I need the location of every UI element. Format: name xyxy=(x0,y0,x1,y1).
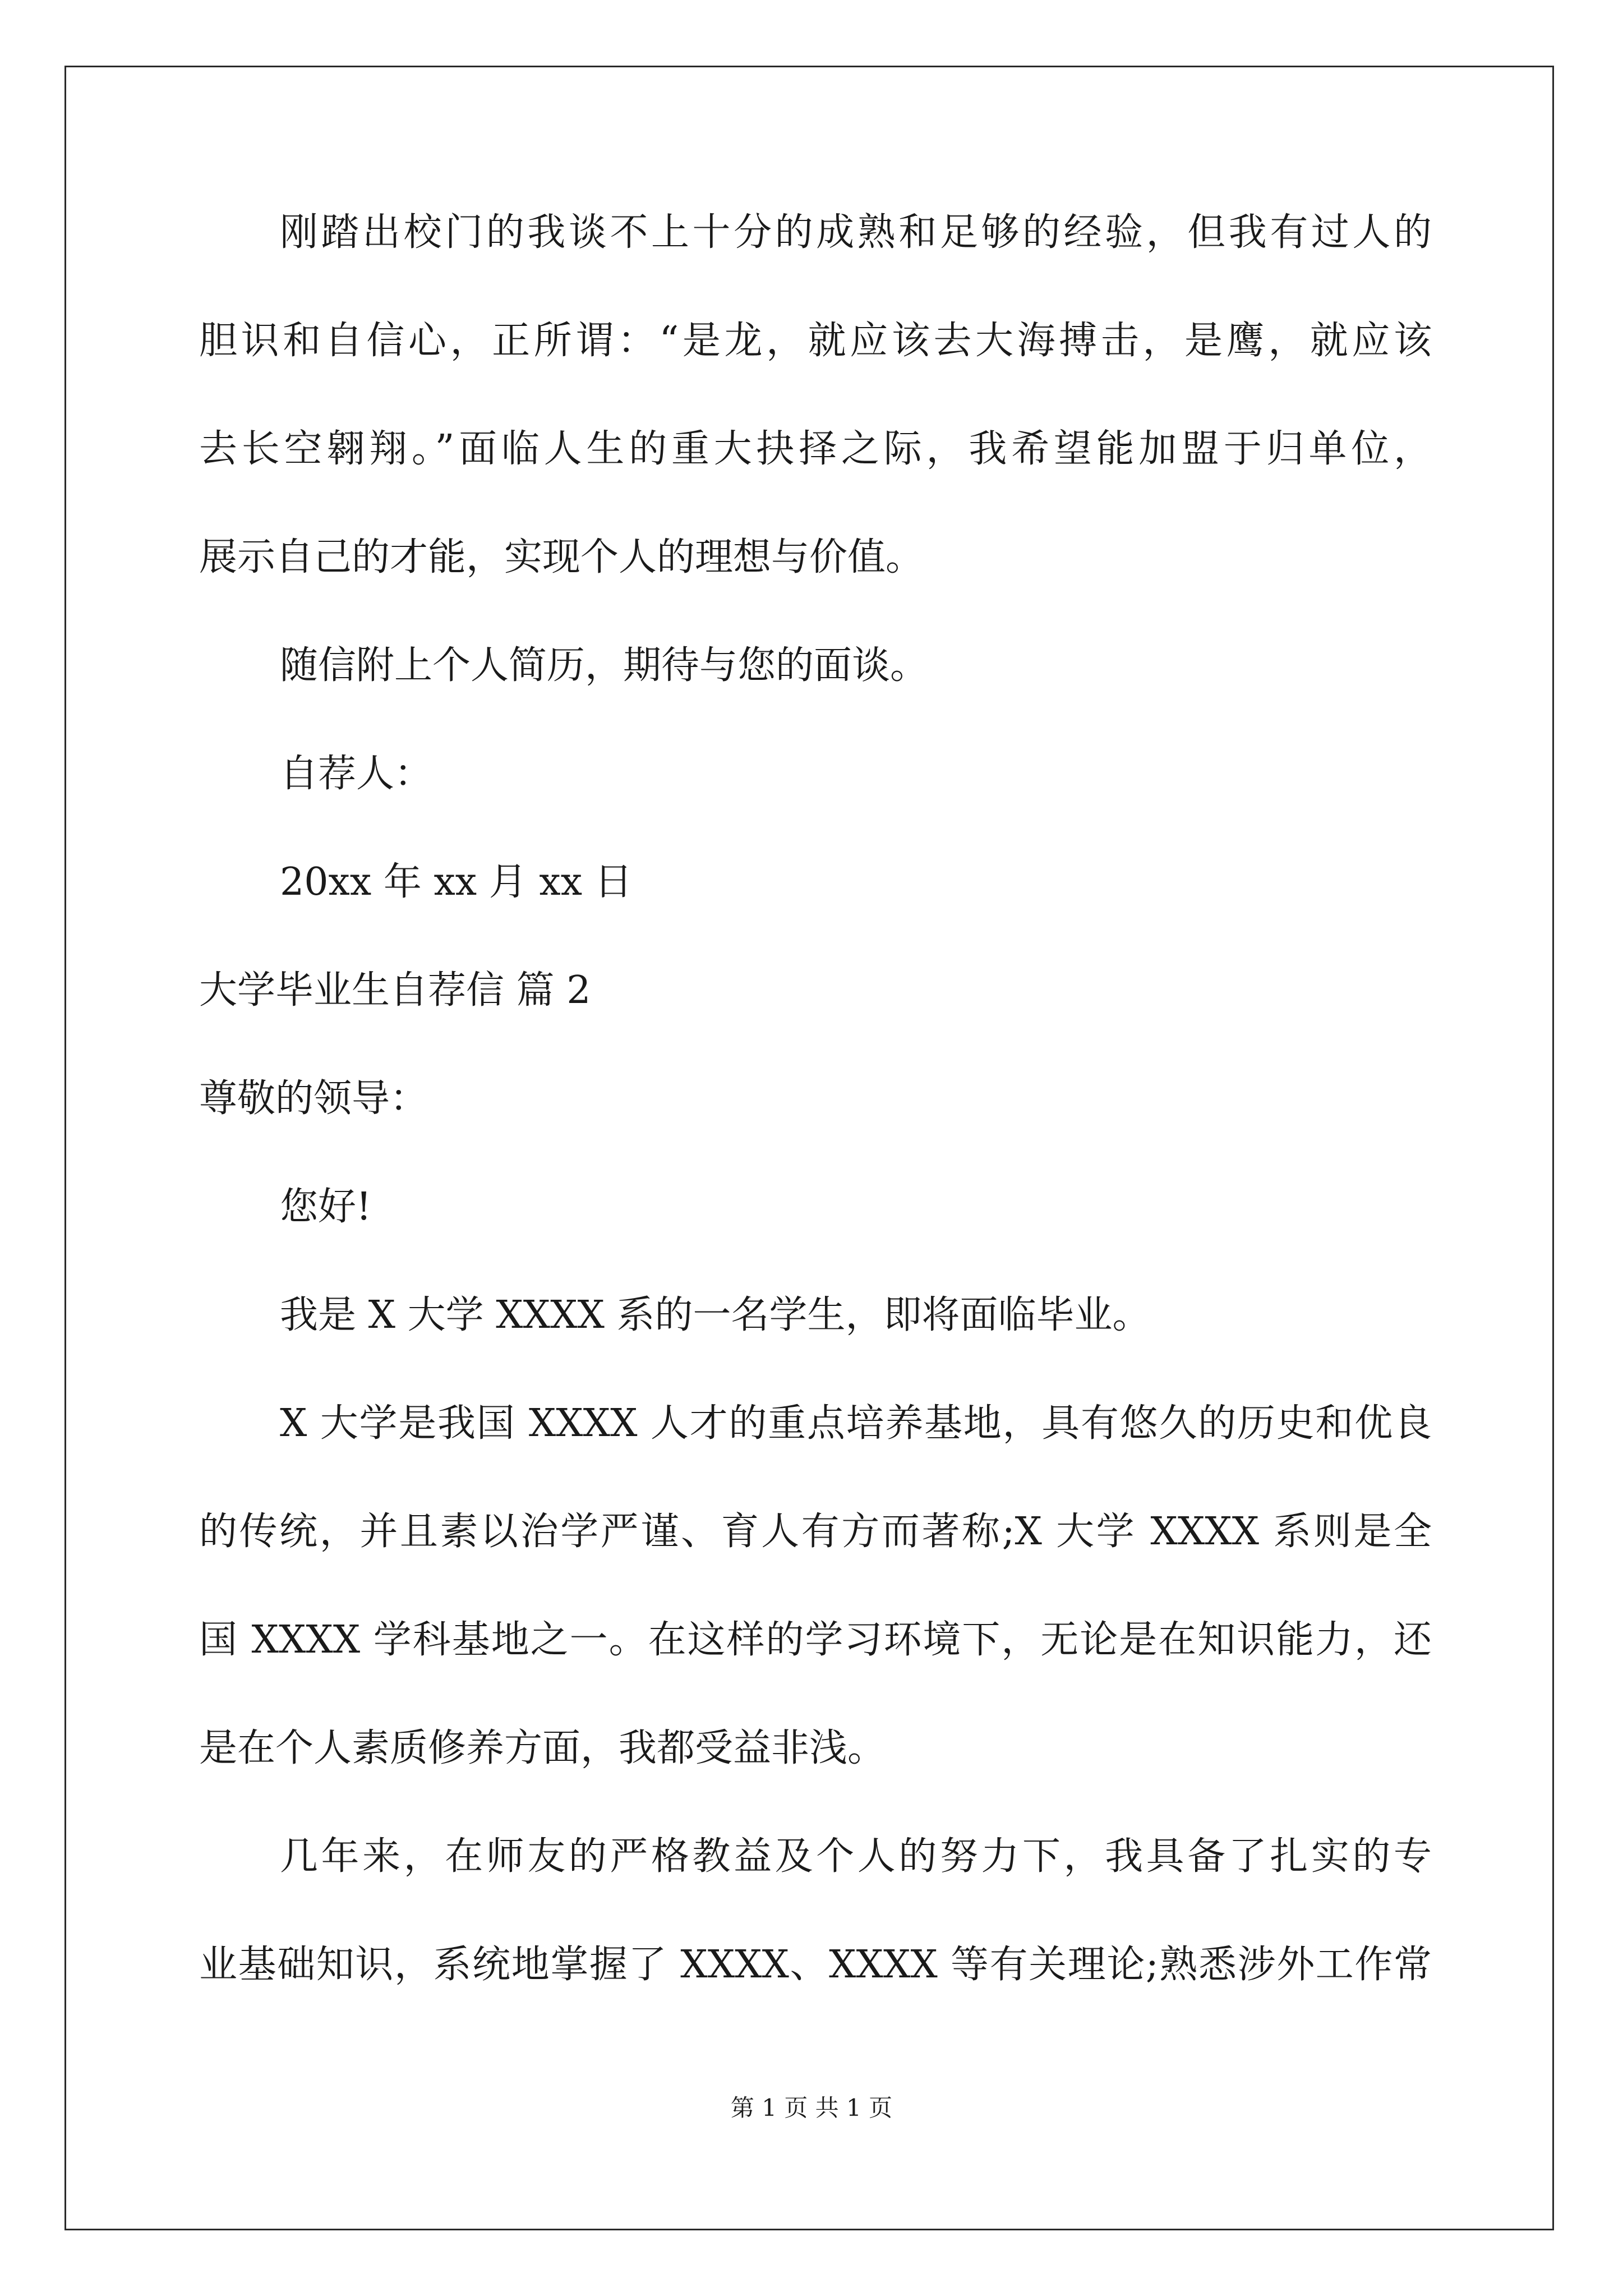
date-line: 20xx 年 xx 月 xx 日 xyxy=(280,860,633,904)
letter-body xyxy=(199,206,1432,2046)
signature-label: 自荐人： xyxy=(280,752,433,796)
paragraph-line: 国 XXXX 学科基地之一。在这样的学习环境下，无论是在知识能力，还 xyxy=(199,1618,1432,1662)
paragraph-line: 业基础知识，系统地掌握了 XXXX、XXXX 等有关理论;熟悉涉外工作常 xyxy=(199,1943,1432,1987)
paragraph-line: 刚踏出校门的我谈不上十分的成熟和足够的经验，但我有过人的 xyxy=(280,210,1432,255)
paragraph-line: 几年来，在师友的严格教益及个人的努力下，我具备了扎实的专 xyxy=(280,1834,1432,1879)
paragraph-line: 随信附上个人简历，期待与您的面谈。 xyxy=(280,643,929,688)
paragraph-line: 是在个人素质修养方面，我都受益非浅。 xyxy=(199,1726,886,1770)
paragraph-line: 我是 X 大学 XXXX 系的一名学生，即将面临毕业。 xyxy=(280,1293,1151,1337)
page-number-footer: 第 1 页 共 1 页 xyxy=(730,2094,893,2122)
paragraph-line: 去长空翱翔。”面临人生的重大抉择之际，我希望能加盟于归单位， xyxy=(199,427,1432,471)
paragraph-line: 的传统，并且素以治学严谨、育人有方而著称;X 大学 XXXX 系则是全 xyxy=(199,1510,1432,1554)
section-heading: 大学毕业生自荐信 篇 2 xyxy=(199,968,591,1013)
paragraph-line: 胆识和自信心，正所谓：“是龙，就应该去大海搏击，是鹰，就应该 xyxy=(199,319,1432,363)
paragraph-line: X 大学是我国 XXXX 人才的重点培养基地，具有悠久的历史和优良 xyxy=(280,1401,1432,1446)
greeting: 您好! xyxy=(280,1185,372,1229)
salutation: 尊敬的领导： xyxy=(199,1076,428,1121)
paragraph-line: 展示自己的才能，实现个人的理想与价值。 xyxy=(199,535,924,579)
